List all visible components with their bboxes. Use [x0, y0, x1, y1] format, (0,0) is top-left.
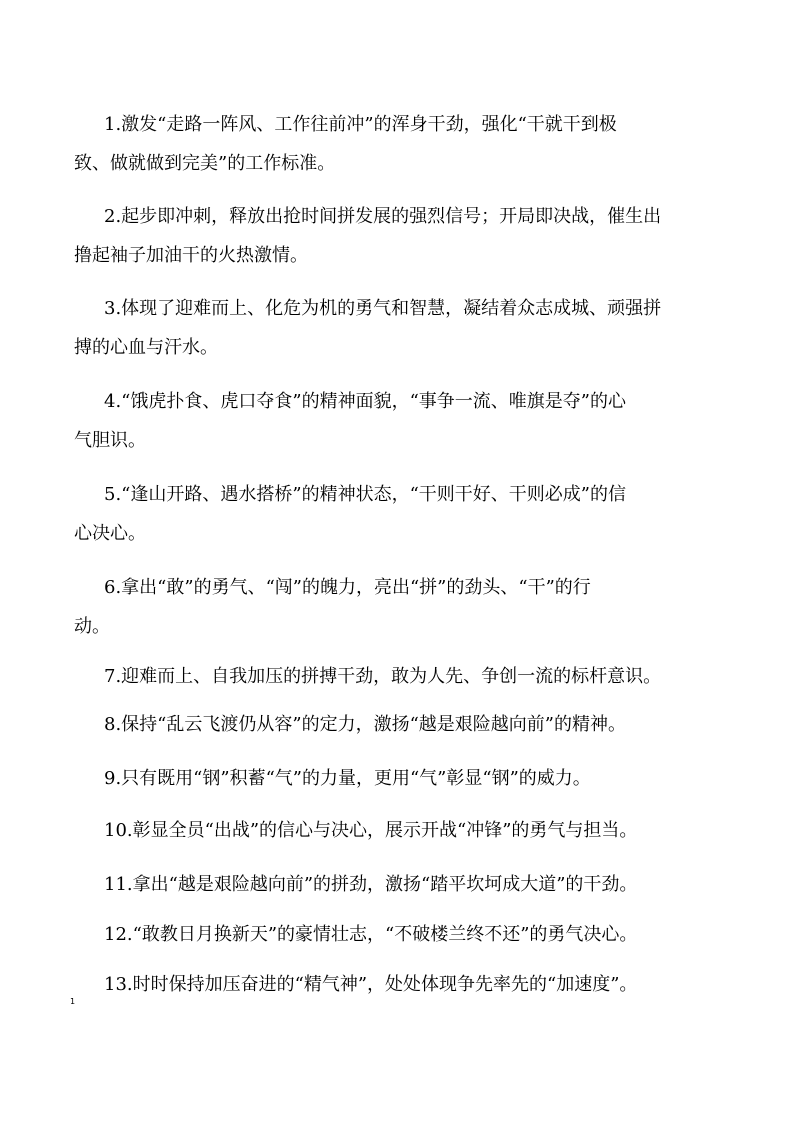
page-number: 1	[70, 997, 76, 1006]
paragraph-4-line-1: 4.“饿虎扑食、虎口夺食”的精神面貌，“事争一流、唯旗是夺”的心	[104, 391, 626, 412]
paragraph-4-line-2: 气胆识。	[74, 430, 146, 451]
paragraph-6-line-1: 6.拿出“敢”的勇气、“闯”的魄力，亮出“拼”的劲头、“干”的行	[104, 577, 591, 598]
paragraph-3-line-1: 3.体现了迎难而上、化危为机的勇气和智慧，凝结着众志成城、顽强拼	[104, 298, 662, 319]
paragraph-11-line-1: 11.拿出“越是艰险越向前”的拼劲，激扬“踏平坎坷成大道”的干劲。	[104, 874, 638, 895]
paragraph-10-line-1: 10.彰显全员“出战”的信心与决心，展示开战“冲锋”的勇气与担当。	[104, 820, 638, 841]
paragraph-6-line-2: 动。	[74, 616, 110, 637]
paragraph-12-line-1: 12.“敢教日月换新天”的豪情壮志，“不破楼兰终不还”的勇气决心。	[104, 924, 638, 945]
paragraph-8-line-1: 8.保持“乱云飞渡仍从容”的定力，激扬“越是艰险越向前”的精神。	[104, 714, 626, 735]
paragraph-9-line-1: 9.只有既用“钢”积蓄“气”的力量，更用“气”彰显“钢”的威力。	[104, 768, 591, 789]
paragraph-3-line-2: 搏的心血与汗水。	[74, 337, 218, 358]
paragraph-1-line-1: 1.激发“走路一阵风、工作往前冲”的浑身干劲，强化“干就干到极	[104, 114, 617, 135]
paragraph-7-line-1: 7.迎难而上、自我加压的拼搏干劲，敢为人先、争创一流的标杆意识。	[104, 666, 662, 687]
paragraph-1-line-2: 致、做就做到完美”的工作标准。	[74, 153, 336, 174]
paragraph-5-line-2: 心决心。	[74, 523, 146, 544]
paragraph-2-line-2: 撸起袖子加油干的火热激情。	[74, 245, 308, 266]
paragraph-13-line-1: 13.时时保持加压奋进的“精气神”，处处体现争先率先的“加速度”。	[104, 974, 638, 995]
paragraph-2-line-1: 2.起步即冲刺，释放出抢时间拼发展的强烈信号；开局即决战，催生出	[104, 206, 662, 227]
paragraph-5-line-1: 5.“逢山开路、遇水搭桥”的精神状态，“干则干好、干则必成”的信	[104, 484, 626, 505]
